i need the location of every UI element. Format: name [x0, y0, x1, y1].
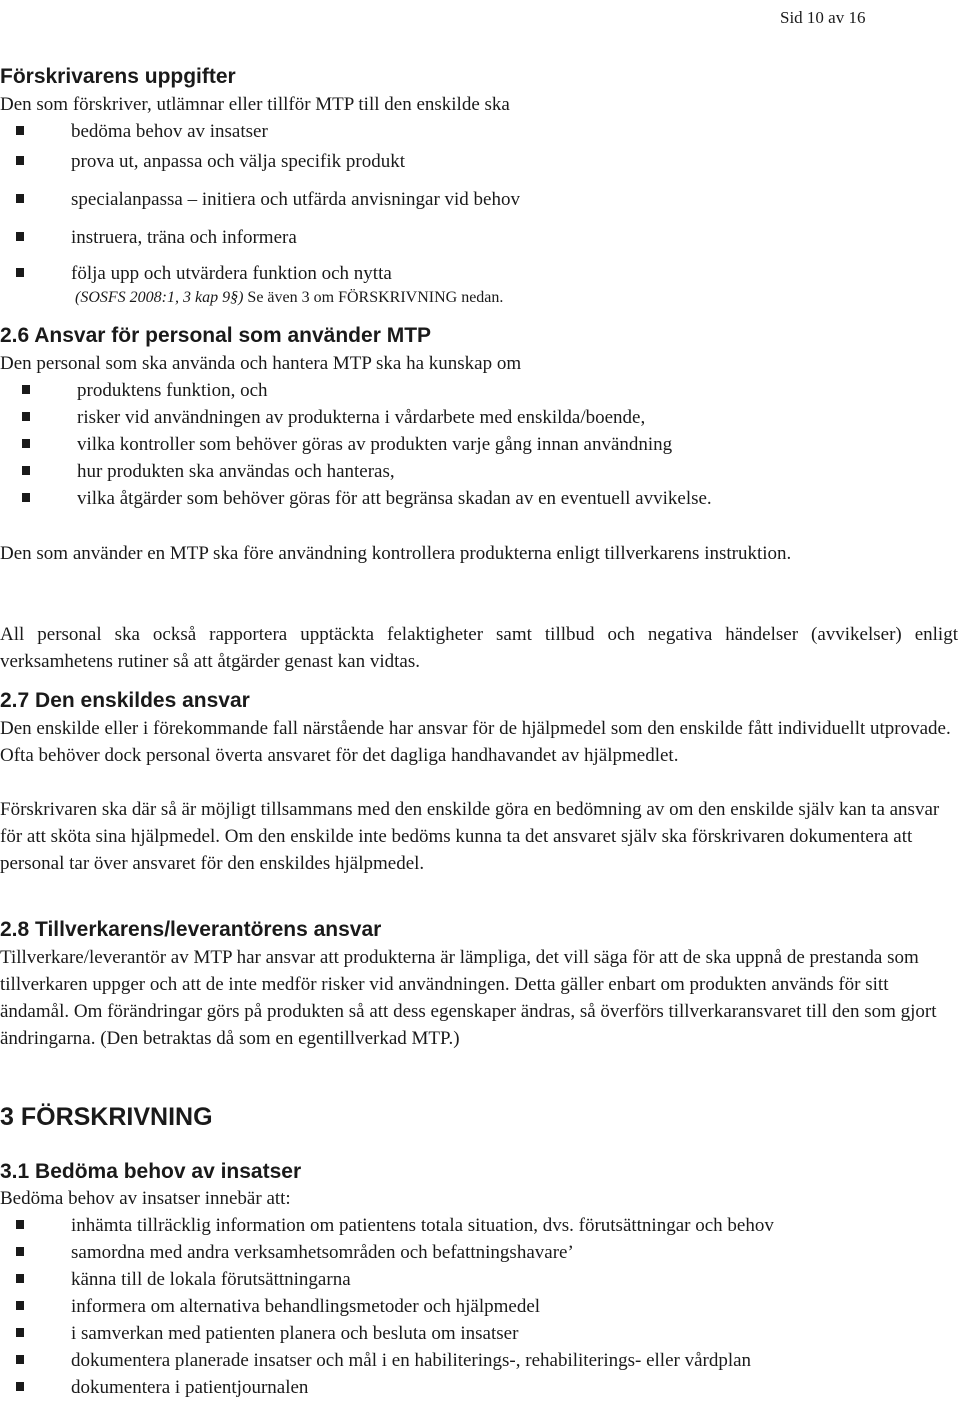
bullet-icon [22, 412, 30, 421]
bullet-icon [16, 1274, 24, 1283]
section-heading-3-1: 3.1 Bedöma behov av insatser [0, 1160, 302, 1183]
section-heading-forskrivarens: Förskrivarens uppgifter [0, 65, 236, 88]
bullet-icon [16, 194, 24, 203]
list-item: samordna med andra verksamhetsområden och befattningshavare’ [0, 1239, 958, 1266]
s28-paragraph-1: Tillverkare/leverantör av MTP har ansvar att produkterna är lämpliga, det vill säga för att de ska uppnå de prestanda som tillverkaren uppger och att de inte medför risker vid användningen. Detta gäller enbart om produkten används för sitt ändamål. Om förändringar görs på produkten så att dess egenskaper ändras, så överförs tillverkaransvaret till den som gjort ändringarna. (Den betraktas då som en egentillverkad MTP.) [0, 947, 937, 1049]
list-item: risker vid användningen av produkterna i vårdarbete med enskilda/boende, [0, 404, 958, 431]
bullet-icon [16, 1247, 24, 1256]
list-item: dokumentera planerade insatser och mål i en habiliterings-, rehabiliterings- eller vårdplan [0, 1347, 958, 1374]
list-item: känna till de lokala förutsättningarna [0, 1266, 958, 1293]
bullet-icon [22, 466, 30, 475]
list-item: inhämta tillräcklig information om patientens totala situation, dvs. förutsättningar och behov [0, 1212, 958, 1239]
bullet-icon [16, 268, 24, 277]
s31-list [0, 1212, 958, 1401]
s27-paragraph-2: Förskrivaren ska där så är möjligt tillsammans med den enskilde göra en bedömning av om den enskilde själv kan ta ansvar för att sköta sina hjälpmedel. Om den enskilde inte bedöms kunna ta det ansvaret själv ska förskrivaren dokumentera att personal tar över ansvaret för den enskildes hjälpmedel. [0, 799, 940, 874]
bullet-icon [22, 385, 30, 394]
forskrivarens-intro: Den som förskriver, utlämnar eller tillför MTP till den enskilde ska [0, 94, 510, 115]
list-item: dokumentera i patientjournalen [0, 1374, 958, 1401]
s26-paragraph-2: All personal ska också rapportera upptäckta felaktigheter samt tillbud och negativa händelser (avvikelser) enligt verksamhetens rutiner så att åtgärder genast kan vidtas. [0, 624, 958, 672]
bullet-icon [22, 493, 30, 502]
bullet-icon [16, 1301, 24, 1310]
s26-paragraph-1: Den som använder en MTP ska före användning kontrollera produkterna enligt tillverkarens instruktion. [0, 543, 792, 564]
list-item: informera om alternativa behandlingsmetoder och hjälpmedel [0, 1293, 958, 1320]
bullet-icon [16, 126, 24, 135]
list-item: specialanpassa – initiera och utfärda anvisningar vid behov [0, 186, 958, 224]
bullet-icon [16, 1382, 24, 1391]
list-item: bedöma behov av insatser [0, 118, 958, 148]
forskrivarens-list [0, 118, 958, 287]
bullet-icon [16, 156, 24, 165]
s31-intro: Bedöma behov av insatser innebär att: [0, 1188, 291, 1209]
section-heading-2-7: 2.7 Den enskildes ansvar [0, 689, 250, 712]
section-heading-2-6: 2.6 Ansvar för personal som använder MTP [0, 324, 432, 347]
bullet-icon [16, 1220, 24, 1229]
list-item: hur produkten ska användas och hanteras, [0, 458, 958, 485]
s26-intro: Den personal som ska använda och hantera MTP ska ha kunskap om [0, 353, 522, 374]
list-item: instruera, träna och informera [0, 224, 958, 260]
list-item: vilka åtgärder som behöver göras för att begränsa skadan av en eventuell avvikelse. [0, 485, 958, 512]
list-item: i samverkan med patienten planera och besluta om insatser [0, 1320, 958, 1347]
bullet-icon [22, 439, 30, 448]
page-number: Sid 10 av 16 [780, 8, 866, 27]
s27-paragraph-1: Den enskilde eller i förekommande fall närstående har ansvar för de hjälpmedel som den enskilde fått individuellt utprovade. Ofta behöver dock personal överta ansvaret för det dagliga handhavandet av hjälpmedlet. [0, 718, 951, 766]
list-item: följa upp och utvärdera funktion och nytta [0, 260, 958, 287]
section-heading-2-8: 2.8 Tillverkarens/leverantörens ansvar [0, 918, 382, 941]
list-item: prova ut, anpassa och välja specifik produkt [0, 148, 958, 186]
sosfs-reference: (SOSFS 2008:1, 3 kap 9§) Se även 3 om FÖRSKRIVNING nedan. [75, 289, 504, 306]
chapter-heading-3: 3 FÖRSKRIVNING [0, 1103, 213, 1131]
list-item: vilka kontroller som behöver göras av produkten varje gång innan användning [0, 431, 958, 458]
bullet-icon [16, 1355, 24, 1364]
s26-list [0, 377, 958, 512]
list-item: produktens funktion, och [0, 377, 958, 404]
bullet-icon [16, 1328, 24, 1337]
bullet-icon [16, 232, 24, 241]
